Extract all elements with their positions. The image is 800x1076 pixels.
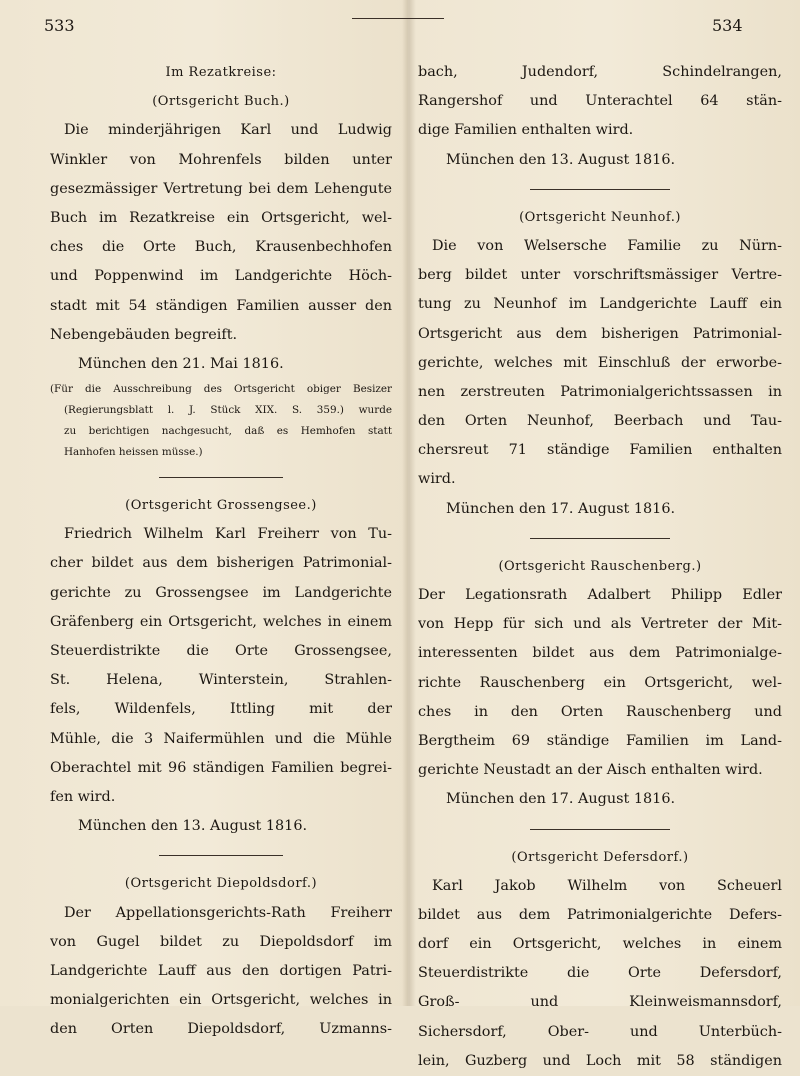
court-heading-defersdorf: (Ortsgericht Defersdorf.) [511, 849, 689, 865]
right-column [418, 58, 782, 1076]
text-line: Friedrich Wilhelm Karl Freiherr von Tu- [64, 526, 392, 543]
section-divider [530, 829, 670, 830]
text-line: richte Rauschenberg ein Ortsgericht, wel- [418, 674, 782, 691]
text-line: cher bildet aus dem bisherigen Patrimonial- [50, 555, 392, 572]
text-line: dorf ein Ortsgericht, welches in einem [418, 936, 782, 953]
text-line: von Hepp für sich und als Vertreter der Mit- [418, 616, 782, 633]
text-line: Rangershof und Unterachtel 64 stän- [418, 93, 782, 110]
text-line: Sichersdorf, Ober- und Unterbüch- [418, 1023, 782, 1040]
text-line: Die minderjährigen Karl und Ludwig [64, 122, 392, 139]
text-line: Oberachtel mit 96 ständigen Familien begrei- [50, 759, 392, 776]
text-line: Karl Jakob Wilhelm von Scheuerl [432, 877, 782, 894]
text-line: wird. [418, 471, 456, 488]
text-line: und Poppenwind im Landgerichte Höch- [50, 268, 392, 285]
text-line: chersreut 71 ständige Familien enthalten [418, 442, 782, 459]
text-line: Ortsgericht aus dem bisherigen Patrimonial- [418, 325, 782, 342]
text-line: Steuerdistrikte die Orte Defersdorf, [418, 965, 782, 982]
text-line: berg bildet unter vorschriftsmässiger Vertre- [418, 267, 782, 284]
text-line: gerichte zu Grossengsee im Landgerichte [50, 584, 392, 601]
section-divider [530, 538, 670, 539]
header-rule [352, 18, 444, 19]
district-heading: Im Rezatkreise: [165, 65, 277, 80]
date-line: München den 21. Mai 1816. [78, 355, 284, 372]
text-line: den Orten Diepoldsdorf, Uzmanns- [50, 1021, 392, 1038]
date-line: München den 17. August 1816. [446, 791, 676, 808]
text-line: stadt mit 54 ständigen Familien ausser den [50, 297, 392, 314]
text-line: Der Appellationsgerichts-Rath Freiherr [64, 904, 392, 921]
court-heading-neunhof: (Ortsgericht Neunhof.) [519, 209, 681, 225]
text-line: bildet aus dem Patrimonialgerichte Defers- [418, 906, 782, 923]
text-line: gerichte, welches mit Einschluß der erworbe- [418, 354, 782, 371]
footnote-line: (Für die Ausschreibung des Ortsgericht obiger Besizer [50, 383, 392, 396]
text-line: nen zerstreuten Patrimonialgerichtssassen in [418, 383, 782, 400]
text-line: Nebengebäuden begreift. [50, 326, 238, 343]
section-divider [159, 855, 283, 856]
page-number-right: 534 [712, 16, 743, 35]
text-line: fen wird. [50, 788, 116, 805]
text-line: Buch im Rezatkreise ein Ortsgericht, wel- [50, 209, 392, 226]
text-line: ches in den Orten Rauschenberg und [418, 703, 782, 720]
text-line: Landgerichte Lauff aus den dortigen Patri- [50, 962, 392, 979]
date-line: München den 17. August 1816. [446, 500, 676, 517]
section-divider [530, 189, 670, 190]
section-divider [159, 477, 283, 478]
text-line: bach, Judendorf, Schindelrangen, [418, 64, 782, 80]
date-line: München den 13. August 1816. [446, 151, 676, 168]
text-line: Mühle, die 3 Naifermühlen und die Mühle [50, 730, 392, 747]
text-line: St. Helena, Winterstein, Strahlen- [50, 672, 392, 689]
footnote-line: Hanhofen heissen müsse.) [64, 446, 203, 459]
footnote-line: zu berichtigen nachgesucht, daß es Hemhofen statt [64, 425, 392, 438]
text-line: Der Legationsrath Adalbert Philipp Edler [418, 587, 782, 603]
text-line: Groß- und Kleinweismannsdorf, [418, 994, 782, 1011]
text-line: tung zu Neunhof im Landgerichte Lauff ein [418, 296, 782, 313]
book-gutter [402, 0, 416, 1006]
text-line: interessenten bildet aus dem Patrimonialge- [418, 645, 782, 662]
text-line: monialgerichten ein Ortsgericht, welches in [50, 992, 392, 1009]
text-line: fels, Wildenfels, Ittling mit der [50, 701, 392, 718]
text-line: von Gugel bildet zu Diepoldsdorf im [50, 933, 392, 950]
date-line: München den 13. August 1816. [78, 818, 308, 835]
text-line: dige Familien enthalten wird. [418, 122, 634, 139]
text-line: Steuerdistrikte die Orte Grossengsee, [50, 643, 392, 659]
court-heading-rauschenberg: (Ortsgericht Rauschenberg.) [498, 558, 702, 574]
text-line: lein, Guzberg und Loch mit 58 ständigen [418, 1052, 782, 1069]
left-column [50, 58, 392, 1044]
court-heading-grossengsee: (Ortsgericht Grossengsee.) [125, 498, 317, 514]
text-line: gerichte Neustadt an der Aisch enthalten wird. [418, 762, 763, 779]
text-line: Gräfenberg ein Ortsgericht, welches in einem [50, 613, 392, 630]
page-number-left: 533 [44, 16, 75, 35]
text-line: Winkler von Mohrenfels bilden unter [50, 151, 392, 168]
footnote-line: (Regierungsblatt l. J. Stück XIX. S. 359.) wurde [64, 404, 392, 417]
text-line: den Orten Neunhof, Beerbach und Tau- [418, 413, 782, 430]
text-line: gesezmässiger Vertretung bei dem Lehengute [50, 180, 392, 197]
text-line: ches die Orte Buch, Krausenbechhofen [50, 239, 392, 256]
court-heading-buch: (Ortsgericht Buch.) [152, 94, 290, 110]
text-line: Die von Welsersche Familie zu Nürn- [432, 237, 782, 254]
text-line: Bergtheim 69 ständige Familien im Land- [418, 732, 782, 749]
court-heading-diepoldsdorf: (Ortsgericht Diepoldsdorf.) [124, 876, 318, 892]
